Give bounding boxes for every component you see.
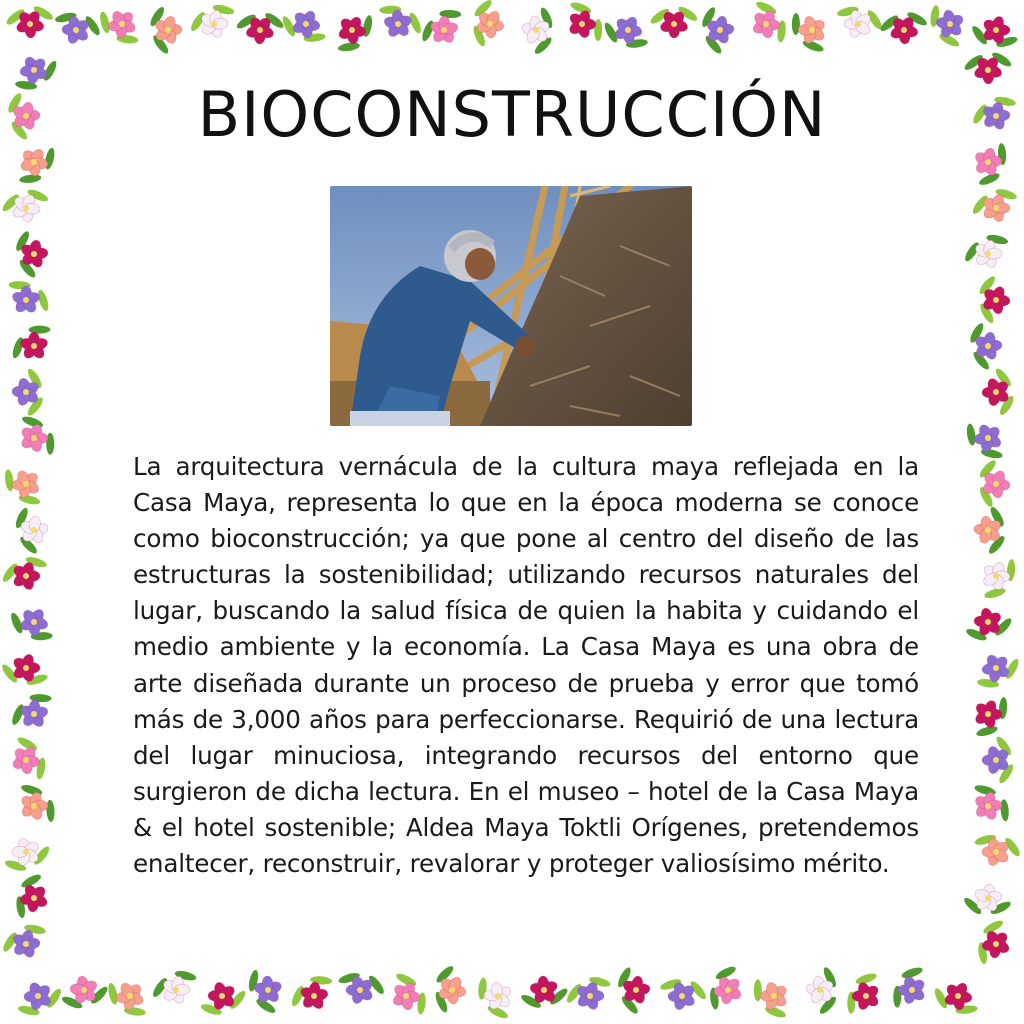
- flower-icon: [7, 774, 65, 835]
- photo-person-building-mud-wall-icon: [330, 186, 692, 426]
- flower-icon: [0, 184, 54, 227]
- flower-icon: [2, 684, 63, 739]
- flower-icon: [0, 550, 54, 598]
- flower-icon: [877, 8, 930, 46]
- flower-icon: [147, 4, 183, 56]
- flower-icon: [699, 958, 752, 1018]
- flower-icon: [56, 971, 112, 1014]
- flower-icon: [974, 273, 1012, 326]
- flower-icon: [961, 686, 1019, 746]
- flower-icon: [966, 9, 1024, 57]
- flower-icon: [234, 10, 286, 45]
- flower-icon: [966, 320, 1004, 373]
- flower-icon: [10, 503, 52, 559]
- flower-icon: [12, 227, 51, 281]
- flower-icon: [3, 3, 56, 40]
- flower-icon: [960, 603, 1016, 646]
- flower-icon: [613, 963, 653, 1017]
- flower-icon: [9, 974, 69, 1024]
- construction-photo: [330, 186, 692, 426]
- flower-icon: [967, 913, 1019, 973]
- flower-icon: [428, 961, 471, 1017]
- flower-icon: [282, 966, 343, 1020]
- flower-icon: [654, 970, 712, 1016]
- flower-icon: [274, 0, 334, 53]
- flower-icon: [969, 548, 1024, 608]
- flower-icon: [803, 963, 843, 1018]
- flower-icon: [2, 315, 63, 372]
- flower-icon: [967, 644, 1024, 697]
- flower-icon: [5, 867, 57, 927]
- flower-icon: [741, 0, 795, 53]
- flower-icon: [743, 967, 800, 1024]
- flower-icon: [412, 0, 473, 56]
- flower-icon: [966, 182, 1024, 230]
- flower-icon: [921, 0, 974, 55]
- flower-icon: [517, 973, 571, 1012]
- flower-icon: [183, 0, 242, 46]
- flower-icon: [972, 504, 1010, 557]
- flower-icon: [556, 0, 612, 53]
- body-paragraph: La arquitectura vernácula de la cultura maya reflejada en la Casa Maya, representa lo que en la época moderna se conoce como bioconstrucción; ya que pone al centro del diseño de las estructuras la sostenibilidad; utilizando recursos naturales del lugar, buscando la salud física de quien la habita y cuidando el medio ambiente y la economía. La Casa Maya es una obra de arte diseñada durante un proceso de prueba y error que tomó más de 3,000 años para perfeccionarse. Requirió de una lectura del lugar minuciosa, integrando recursos del entorno que surgieron de dicha lectura. En el museo – hotel de la Casa Maya & el hotel sostenible; Aldea Maya Toktli Orígenes, pretendemos enaltecer, reconstruir, revalorar y proteger valiosísimo mérito.: [133, 452, 919, 879]
- flower-icon: [369, 0, 430, 49]
- flower-icon: [782, 1, 838, 62]
- flower-icon: [961, 774, 1019, 834]
- flower-icon: [332, 964, 391, 1012]
- flower-icon: [90, 0, 150, 55]
- flower-icon: [517, 2, 560, 58]
- flower-icon: [956, 410, 1015, 470]
- flower-icon: [194, 976, 252, 1022]
- flower-icon: [8, 406, 65, 467]
- flower-icon: [981, 366, 1017, 418]
- flower-icon: [698, 3, 737, 57]
- flower-icon: [881, 958, 938, 1019]
- flower-icon: [926, 972, 986, 1024]
- flower-icon: [968, 825, 1024, 873]
- flower-icon: [957, 226, 1017, 276]
- flower-icon: [560, 969, 619, 1018]
- flower-icon: [381, 964, 435, 1024]
- flower-icon: [648, 4, 699, 38]
- flower-icon: [47, 3, 106, 52]
- page-title: BIOCONSTRUCCIÓN: [197, 78, 827, 151]
- flower-icon: [466, 0, 509, 52]
- flower-icon: [0, 916, 55, 967]
- flower-icon: [11, 366, 47, 418]
- flower-icon: [0, 269, 58, 326]
- flower-icon: [982, 734, 1016, 785]
- flower-icon: [469, 967, 523, 1024]
- flower-icon: [324, 2, 384, 61]
- flower-icon: [0, 456, 53, 516]
- flower-icon: [597, 6, 657, 59]
- flower-icon: [973, 456, 1013, 510]
- flower-icon: [2, 597, 63, 652]
- flower-icon: [98, 969, 158, 1024]
- flower-icon: [835, 964, 892, 1024]
- flower-icon: [3, 729, 55, 789]
- flower-icon: [960, 881, 1015, 921]
- flower-icon: [145, 963, 204, 1012]
- flower-icon: [240, 961, 290, 1021]
- flower-icon: [829, 0, 888, 46]
- flower-icon: [0, 647, 54, 694]
- flower-icon: [0, 831, 56, 878]
